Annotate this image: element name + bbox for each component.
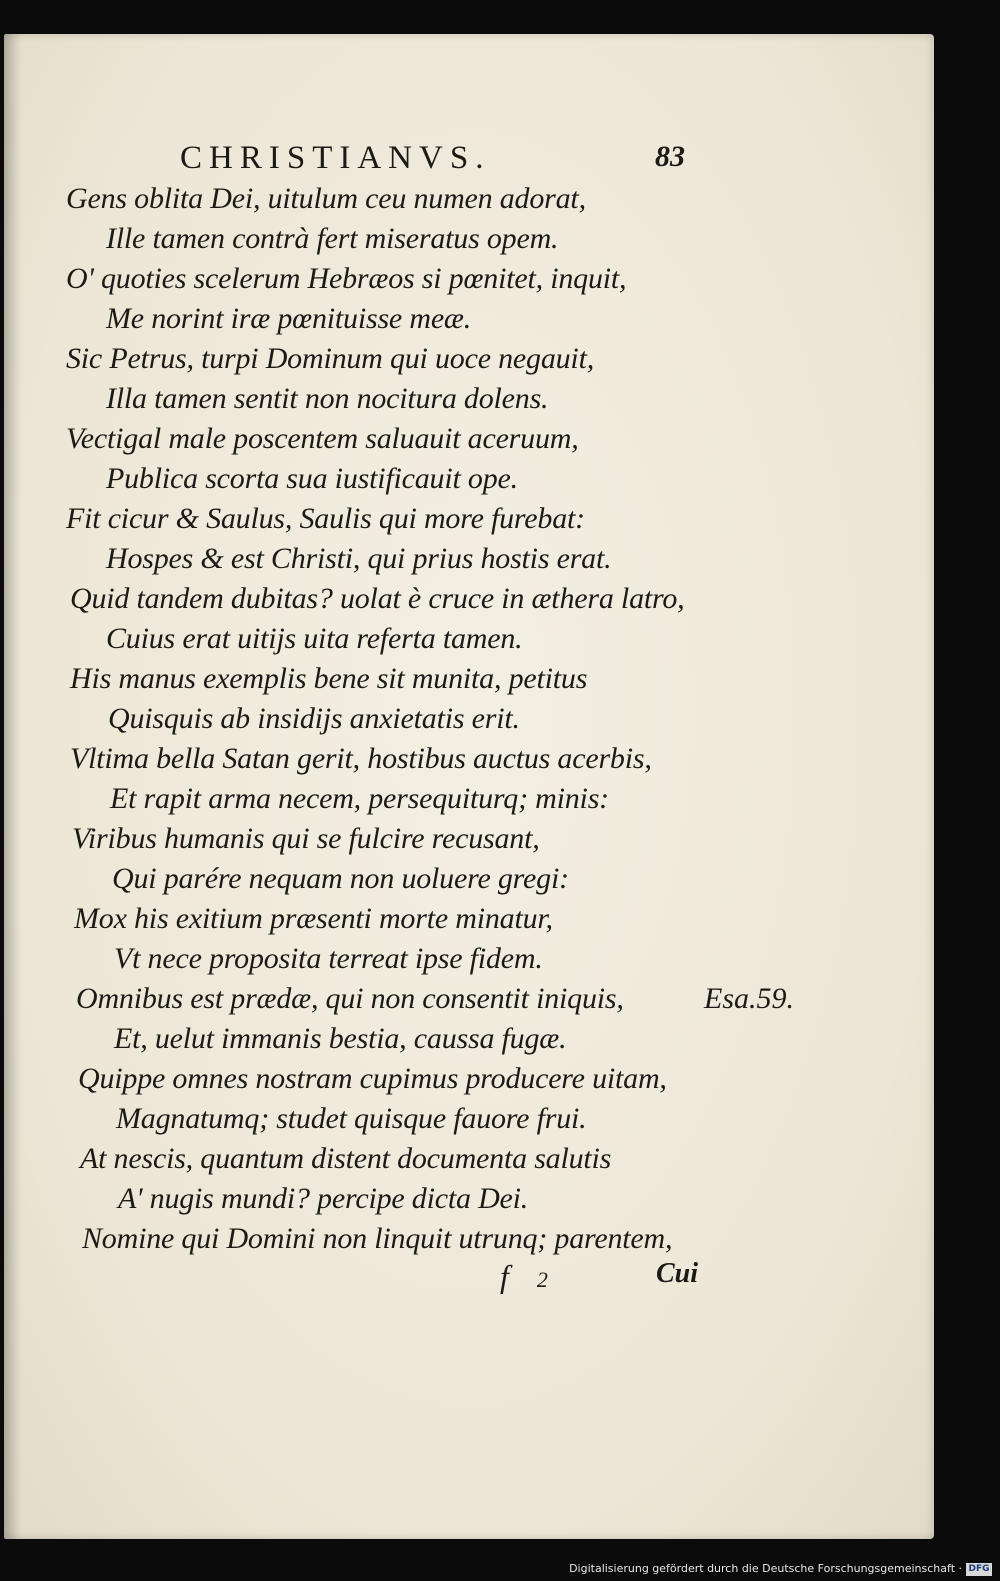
verse-line: Fit cicur & Saulus, Saulis qui more furebat:: [66, 502, 585, 535]
verse-line: Illa tamen sentit non nocitura dolens.: [106, 382, 549, 415]
verse-line: His manus exemplis bene sit munita, petitus: [70, 662, 588, 695]
verse-line: A' nugis mundi? percipe dicta Dei.: [118, 1182, 529, 1215]
verse-line: Quisquis ab insidijs anxietatis erit.: [108, 702, 520, 735]
verse-line: Qui parére nequam non uoluere gregi:: [112, 862, 569, 895]
verse-line: Et, uelut immanis bestia, caussa fugæ.: [114, 1022, 567, 1055]
verse-line: Vt nece proposita terreat ipse fidem.: [114, 942, 543, 975]
signature-mark: [500, 1258, 548, 1295]
verse-line: Nomine qui Domini non linquit utrunq; parentem,: [82, 1222, 673, 1255]
folio-number: 83: [655, 140, 685, 173]
verse-line: Me norint iræ pœnituisse meæ.: [106, 302, 472, 335]
verse-line: Viribus humanis qui se fulcire recusant,: [72, 822, 540, 855]
funding-credit: Digitalisierung gefördert durch die Deutsche Forschungsgemeinschaft ·: [569, 1562, 962, 1575]
verse-line: Mox his exitium præsenti morte minatur,: [74, 902, 553, 935]
verse-line: Vltima bella Satan gerit, hostibus auctus acerbis,: [70, 742, 652, 775]
running-head: CHRISTIANVS.: [180, 140, 491, 176]
verse-line: Et rapit arma necem, persequiturq; minis:: [110, 782, 609, 815]
verse-line: Gens oblita Dei, uitulum ceu numen adorat,: [66, 182, 586, 215]
footer-bar: [0, 1557, 1000, 1581]
verse-line: Ille tamen contrà fert miseratus opem.: [106, 222, 559, 255]
verse-line: O' quoties scelerum Hebræos si pœnitet, inquit,: [66, 262, 627, 295]
verse-line: Publica scorta sua iustificauit ope.: [106, 462, 518, 495]
signature-number: 2: [536, 1267, 548, 1292]
gutter-shadow: [4, 34, 22, 1539]
signature-letter: f: [500, 1258, 509, 1294]
marginal-note: Esa.59.: [704, 982, 794, 1015]
verse-line: Quid tandem dubitas? uolat è cruce in æthera latro,: [70, 582, 685, 615]
verse-line: At nescis, quantum distent documenta salutis: [80, 1142, 612, 1175]
verse-line: Magnatumq; studet quisque fauore frui.: [116, 1102, 587, 1135]
verse-line: Quippe omnes nostram cupimus producere uitam,: [78, 1062, 667, 1095]
dfg-logo: DFG: [966, 1563, 992, 1576]
verse-line: Vectigal male poscentem saluauit aceruum,: [66, 422, 579, 455]
catchword: Cui: [656, 1258, 699, 1289]
verse-line: Sic Petrus, turpi Dominum qui uoce negauit,: [66, 342, 595, 375]
verse-line: Omnibus est prædæ, qui non consentit iniquis,: [76, 982, 624, 1015]
verse-line: Cuius erat uitijs uita referta tamen.: [106, 622, 523, 655]
verse-line: Hospes & est Christi, qui prius hostis erat.: [106, 542, 612, 575]
